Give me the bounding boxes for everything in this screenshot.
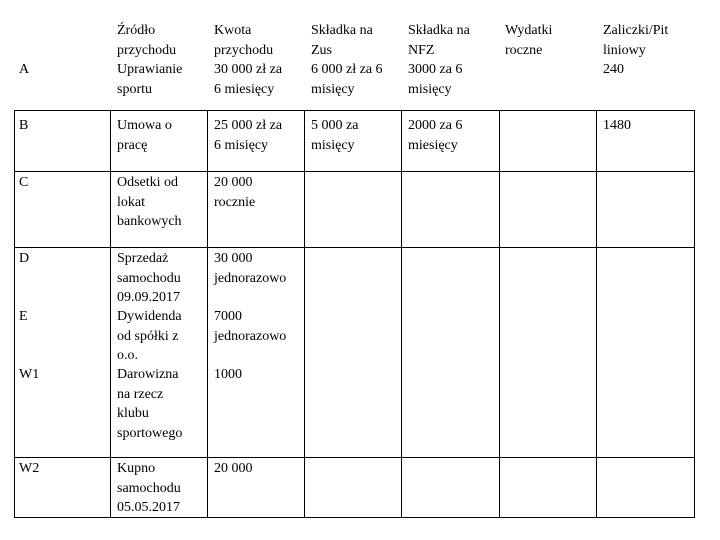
- header-nfz: Składka na NFZ: [408, 23, 470, 58]
- header-expenses: Wydatki roczne: [505, 23, 553, 58]
- row-amount: 20 000: [214, 461, 253, 476]
- row-amount: 7000 jednorazowo: [214, 309, 287, 344]
- row-advances: 240: [603, 62, 624, 77]
- row-amount: 25 000 zł za 6 misięcy: [214, 118, 283, 153]
- row-label: A: [19, 62, 30, 77]
- row-label: W2: [19, 461, 40, 476]
- row-label: C: [19, 175, 29, 190]
- row-source: Darowizna na rzecz klubu sportowego: [117, 367, 183, 441]
- row-divider: [14, 457, 695, 458]
- row-amount: 30 000 zł za 6 miesięcy: [214, 62, 283, 97]
- row-divider: [14, 110, 695, 111]
- row-label: B: [19, 118, 29, 133]
- row-zus: 5 000 za misięcy: [311, 118, 359, 153]
- row-source: Sprzedaż samochodu 09.09.2017: [117, 251, 181, 305]
- row-label: D: [19, 251, 30, 266]
- row-source: Odsetki od lokat bankowych: [117, 175, 182, 229]
- header-advances: Zaliczki/Pit liniowy: [603, 23, 669, 58]
- row-advances: 1480: [603, 118, 631, 133]
- row-label: W1: [19, 367, 40, 382]
- row-source: Dywidenda od spółki z o.o.: [117, 309, 182, 363]
- row-label: E: [19, 309, 28, 324]
- header-source: Źródło przychodu: [117, 23, 177, 58]
- row-divider: [14, 247, 695, 248]
- row-nfz: 2000 za 6 miesięcy: [408, 118, 463, 153]
- row-source: Uprawianie sportu: [117, 62, 183, 97]
- row-amount: 20 000 rocznie: [214, 175, 256, 210]
- header-amount: Kwota przychodu: [214, 23, 274, 58]
- row-zus: 6 000 zł za 6 misięcy: [311, 62, 383, 97]
- row-amount: 1000: [214, 367, 242, 382]
- header-zus: Składka na Zus: [311, 23, 373, 58]
- row-source: Kupno samochodu 05.05.2017: [117, 461, 181, 515]
- row-nfz: 3000 za 6 misięcy: [408, 62, 463, 97]
- row-source: Umowa o pracę: [117, 118, 172, 153]
- row-amount: 30 000 jednorazowo: [214, 251, 287, 286]
- row-divider: [14, 171, 695, 172]
